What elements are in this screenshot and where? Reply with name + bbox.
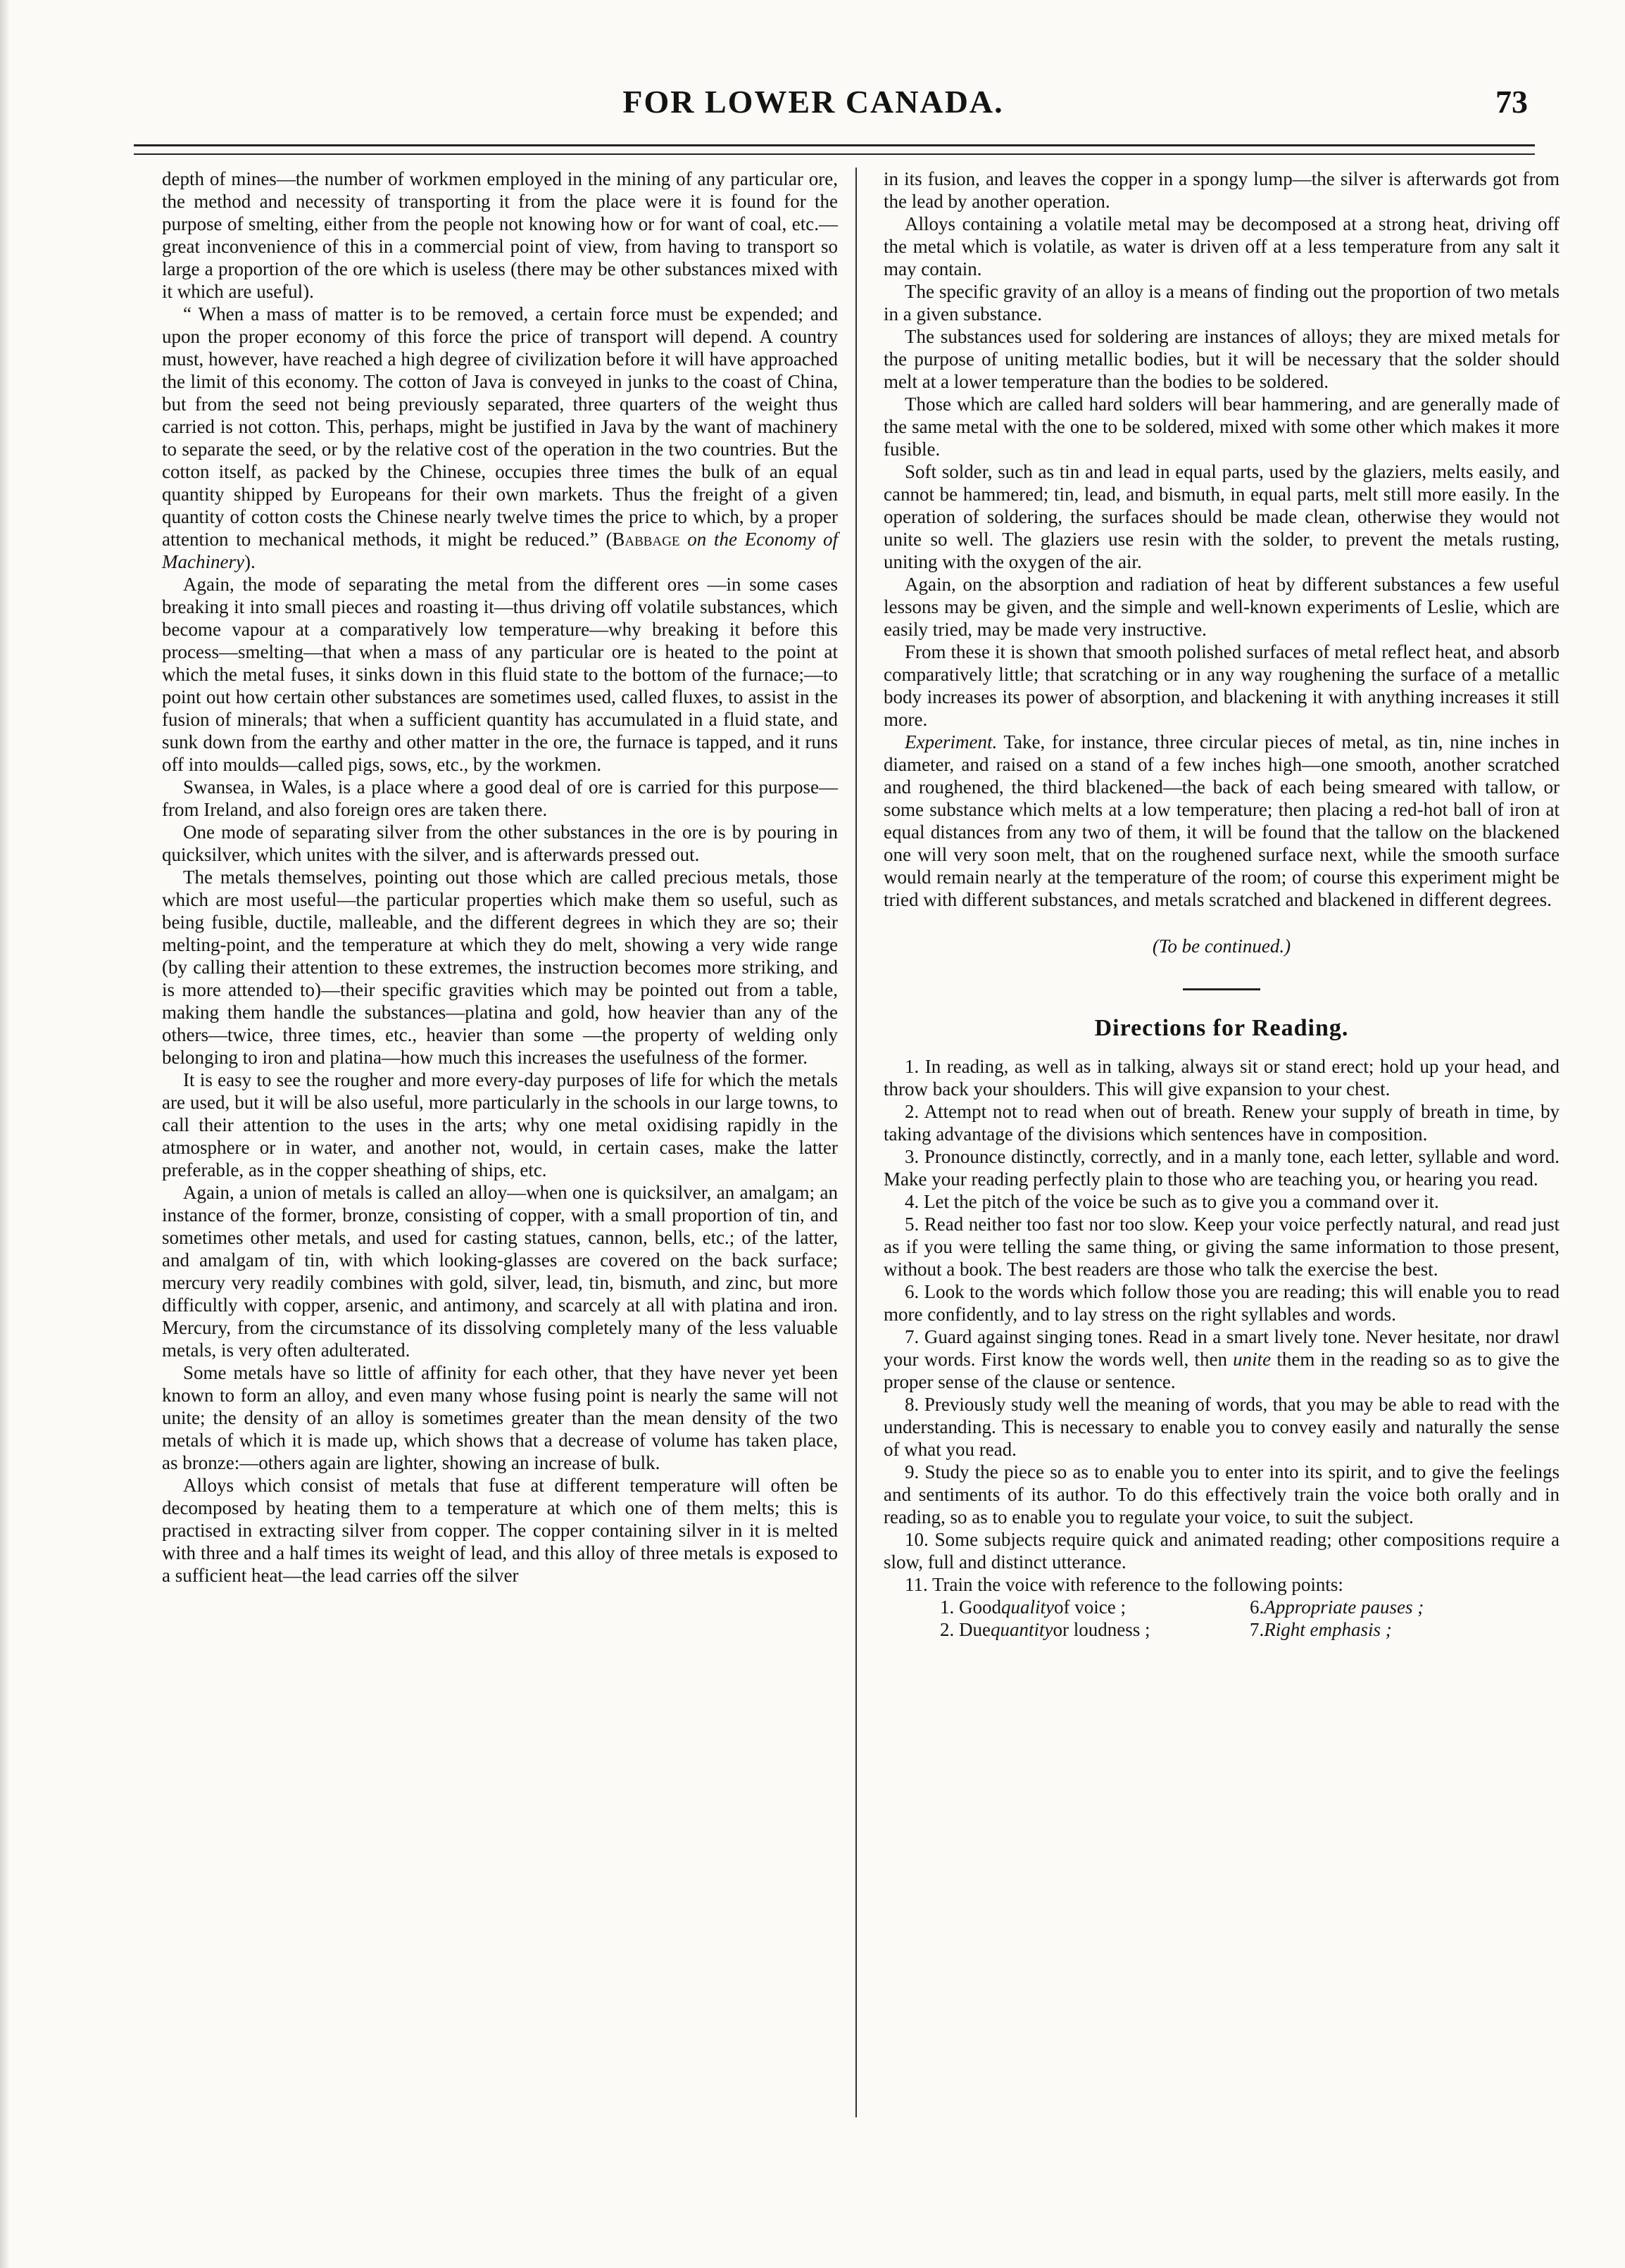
text-columns bbox=[141, 168, 1560, 2117]
to-be-continued: (To be continued.) bbox=[1152, 935, 1291, 957]
training-points-row bbox=[940, 1596, 1517, 1618]
point-emphasis: quantity bbox=[990, 1619, 1053, 1640]
paragraph: Again, the mode of separating the metal from the different ores —in some cases breaking it into small pieces and roasting it—thus driving off volatile substances, which become vapour at a comparatively low temperature—why breaking it before this process—smelting—that when a mass of any particular ore is heated to the point at which the metal fuses, it sinks down in this fluid state to the bottom of the furnace;—to point out how certain other substances are sometimes used, called fluxes, to assist in the fusion of minerals; that when a sufficient quantity has accumulated in a fluid state, and sunk down from the earthy and other matter in the ore, the furnace is tapped, and it runs off into moulds—called pigs, sows, etc., by the workmen. bbox=[162, 574, 838, 775]
page-number: 73 bbox=[1495, 84, 1528, 120]
right-column bbox=[884, 168, 1560, 1641]
experiment-label: Experiment. bbox=[905, 731, 998, 752]
paragraph: Swansea, in Wales, is a place where a good deal of ore is carried for this purpose—from Ireland, and also foreign ores are taken there. bbox=[162, 776, 838, 820]
experiment-paragraph bbox=[884, 731, 1560, 911]
paragraph: The specific gravity of an alloy is a means of finding out the proportion of two metals in a given substance. bbox=[884, 281, 1560, 325]
list-item: 8. Previously study well the meaning of words, that you may be able to read with the understanding. This is necessary to enable you to convey easily and naturally the sense of what you read. bbox=[884, 1394, 1560, 1460]
training-points bbox=[940, 1596, 1517, 1641]
page-header bbox=[99, 76, 1528, 132]
citation-author: Babbage bbox=[612, 529, 680, 550]
list-item bbox=[884, 1325, 1560, 1393]
paragraph: From these it is shown that smooth polished surfaces of metal reflect heat, and absorb comparatively little; that scratching or in any way roughening the surface of a metallic body increases its power of absorption, and blackening it with anything increases it still more. bbox=[884, 641, 1560, 730]
list-item: 3. Pronounce distinctly, correctly, and in a manly tone, each letter, syllable and word. Make your reading perfectly plain to those who are teaching you, or hearing you read. bbox=[884, 1146, 1560, 1190]
list-item: 6. Look to the words which follow those you are reading; this will enable you to read more confidently, and to lay stress on the right syllables and words. bbox=[884, 1281, 1560, 1325]
section-divider-rule bbox=[1183, 988, 1260, 990]
citation-work: on the Economy of Machinery bbox=[162, 529, 838, 572]
left-column bbox=[162, 168, 838, 1587]
list-item-text: 7. Guard against singing tones. Read in a smart lively tone. Never hesitate, nor drawl your words. First know the words well, then bbox=[884, 1326, 1560, 1370]
emphasis: unite bbox=[1233, 1349, 1272, 1370]
paragraph: The substances used for soldering are instances of alloys; they are mixed metals for the purpose of uniting metallic bodies, but it will be necessary that the solder should melt at a lower temperature than the bodies to be soldered. bbox=[884, 326, 1560, 392]
paragraph: depth of mines—the number of workmen employed in the mining of any particular ore, the method and necessity of transporting it from the place were it is found for the purpose of smelting, either from the people not knowing how or for want of coal, etc.—great inconvenience of this in a commercial point of view, from having to transport so large a proportion of the ore which is useless (there may be other substances mixed with it which are useful). bbox=[162, 168, 838, 302]
point-emphasis: Appropriate pauses ; bbox=[1264, 1596, 1424, 1618]
quotation-paragraph bbox=[162, 303, 838, 573]
point-number: 6. bbox=[1250, 1596, 1265, 1618]
experiment-text: Take, for instance, three circular pieces of metal, as tin, nine inches in diameter, and raised on a stand of a few inches high—one smooth, another scratched and roughened, the third blackened—the back of each being smeared with tallow, or some substance which melts at a low temperature; then placing a red-hot ball of iron at equal distances from any two of them, it will be found that the tallow on the blackened one will very soon melt, that on the roughened surface next, while the smooth surface would remain nearly at the temperature of the room; of course this experiment might be tried with different substances, and metals scratched and blackened in different degrees. bbox=[884, 731, 1560, 910]
list-item: 4. Let the pitch of the voice be such as to give you a command over it. bbox=[905, 1191, 1439, 1212]
point-number: 1. Good bbox=[940, 1596, 1001, 1618]
paragraph: Again, a union of metals is called an alloy—when one is quicksilver, an amalgam; an instance of the former, bronze, consisting of copper, with a small proportion of tin, and sometimes other metals, and used for casting statues, cannon, bells, etc.; of the latter, and amalgam of tin, with which looking-glasses are covered on the back surface; mercury very readily combines with gold, silver, lead, tin, bismuth, and zinc, but more difficultly with copper, arsenic, and antimony, and scarcely at all with platina and iron. Mercury, from the circumstance of its dissolving completely many of the less valuable metals, is very often adulterated. bbox=[162, 1182, 838, 1361]
paragraph: Some metals have so little of affinity for each other, that they have never yet been known to form an alloy, and even many whose fusing point is nearly the same will not unite; the density of an alloy is sometimes greater than the mean density of the two metals of which it is made up, which shows that a decrease of volume has taken place, as bronze:—others again are lighter, showing an increase of bulk. bbox=[162, 1362, 838, 1473]
list-item: 9. Study the piece so as to enable you to enter into its spirit, and to give the feelings and sentiments of its author. To do this effectively train the voice both orally and in reading, so as to enable you to regulate your voice, to suit the subject. bbox=[884, 1461, 1560, 1527]
quotation-text: “ When a mass of matter is to be removed, a certain force must be expended; and upon the proper economy of this force the price of transport will depend. A country must, however, have reached a high degree of civilization before it will have approached the limit of this economy. The cotton of Java is conveyed in junks to the coast of China, but from the seed not being previously separated, three quarters of the weight thus carried is not cotton. This, perhaps, might be justified in Java by the want of machinery to separate the seed, or by the relative cost of the operation in the two countries. But the cotton itself, as packed by the Chinese, occupies three times the bulk of an equal quantity shipped by Europeans for their own markets. Thus the freight of a given quantity of cotton costs the Chinese nearly twelve times the price to which, by a proper attention to mechanical methods, it might be reduced.” ( bbox=[162, 303, 838, 550]
point-emphasis-item bbox=[1250, 1618, 1392, 1641]
point-pauses bbox=[1250, 1596, 1424, 1618]
paragraph: One mode of separating silver from the other substances in the ore is by pouring in quicksilver, which unites with the silver, and is afterwards pressed out. bbox=[162, 821, 838, 865]
list-item: 10. Some subjects require quick and animated reading; other compositions require a slow, full and distinct utterance. bbox=[884, 1529, 1560, 1573]
paragraph: It is easy to see the rougher and more every-day purposes of life for which the metals are used, but it will be also useful, more particularly in the schools in our large towns, to call their attention to the uses in the arts; why one metal oxidising rapidly in the atmosphere or in water, and another not, would, in certain cases, make the latter preferable, as in the copper sheathing of ships, etc. bbox=[162, 1069, 838, 1180]
paragraph: Soft solder, such as tin and lead in equal parts, used by the glaziers, melts easily, and cannot be hammered; tin, lead, and bismuth, in equal parts, melt still more easily. In the operation of soldering, the surfaces should be made clean, otherwise they would not unite so well. The glaziers use resin with the solder, to prevent the metals rusting, uniting with the oxygen of the air. bbox=[884, 461, 1560, 572]
point-number: 2. Due bbox=[940, 1619, 991, 1640]
paragraph: The metals themselves, pointing out those which are called precious metals, those which are most useful—the particular properties which make them so useful, such as being fusible, ductile, malleable, and the different degrees in which they are so; their melting-point, and the temperature at which they do melt, showing a very wide range (by calling their attention to these extremes, the instruction becomes more striking, and is more attended to)—their specific gravities which may be pointed out from a table, making them handle the substances—platina and gold, how heavier than any of the others—twice, three times, etc., heavier than some —the property of welding only belonging to iron and platina—how much this increases the usefulness of the former. bbox=[162, 867, 838, 1068]
point-number: 7. bbox=[1250, 1619, 1265, 1640]
header-double-rule bbox=[134, 144, 1535, 155]
paragraph: Those which are called hard solders will bear hammering, and are generally made of the same metal with the one to be soldered, mixed with some other which makes it more fusible. bbox=[884, 393, 1560, 460]
list-item-text: them in the reading so as to give the proper sense of the clause or sentence. bbox=[884, 1349, 1560, 1392]
list-item: 1. In reading, as well as in talking, always sit or stand erect; hold up your head, and throw back your shoulders. This will give expansion to your chest. bbox=[884, 1056, 1560, 1100]
list-item: 2. Attempt not to read when out of breath. Renew your supply of breath in time, by taking advantage of the divisions which sentences have in composition. bbox=[884, 1101, 1560, 1145]
training-points-row bbox=[940, 1618, 1517, 1641]
point-quantity bbox=[940, 1618, 1250, 1641]
point-emphasis: Right emphasis ; bbox=[1264, 1619, 1392, 1640]
paragraph: in its fusion, and leaves the copper in a spongy lump—the silver is afterwards got from the lead by another operation. bbox=[884, 168, 1560, 212]
citation-close: ). bbox=[244, 551, 256, 572]
list-item: 5. Read neither too fast nor too slow. Keep your voice perfectly natural, and read just as if you were telling the same thing, or giving the same information to those present, without a book. The best readers are those who talk the exercise the best. bbox=[884, 1214, 1560, 1280]
section-heading: Directions for Reading. bbox=[1094, 1015, 1349, 1041]
paragraph: Alloys containing a volatile metal may be decomposed at a strong heat, driving off the metal which is volatile, as water is driven off at a less temperature from any salt it may contain. bbox=[884, 213, 1560, 279]
paragraph: Again, on the absorption and radiation of heat by different substances a few useful lessons may be given, and the simple and well-known experiments of Leslie, which are easily tried, may be made very instructive. bbox=[884, 574, 1560, 640]
running-title: FOR LOWER CANADA. bbox=[622, 84, 1004, 120]
point-quality bbox=[940, 1596, 1250, 1618]
page-edge-shadow bbox=[0, 0, 10, 2268]
list-item: 11. Train the voice with reference to the following points: bbox=[905, 1574, 1343, 1595]
point-emphasis: quality bbox=[1001, 1596, 1054, 1618]
point-tail: or loudness ; bbox=[1053, 1619, 1150, 1640]
paragraph: Alloys which consist of metals that fuse at different temperature will often be decomposed by heating them to a temperature at which one of them melts; this is practised in extracting silver from copper. The copper containing silver in it is melted with three and a half times its weight of lead, and this alloy of three metals is exposed to a sufficient heat—the lead carries off the silver bbox=[162, 1475, 838, 1586]
column-divider bbox=[855, 168, 857, 2117]
point-tail: of voice ; bbox=[1054, 1596, 1126, 1618]
